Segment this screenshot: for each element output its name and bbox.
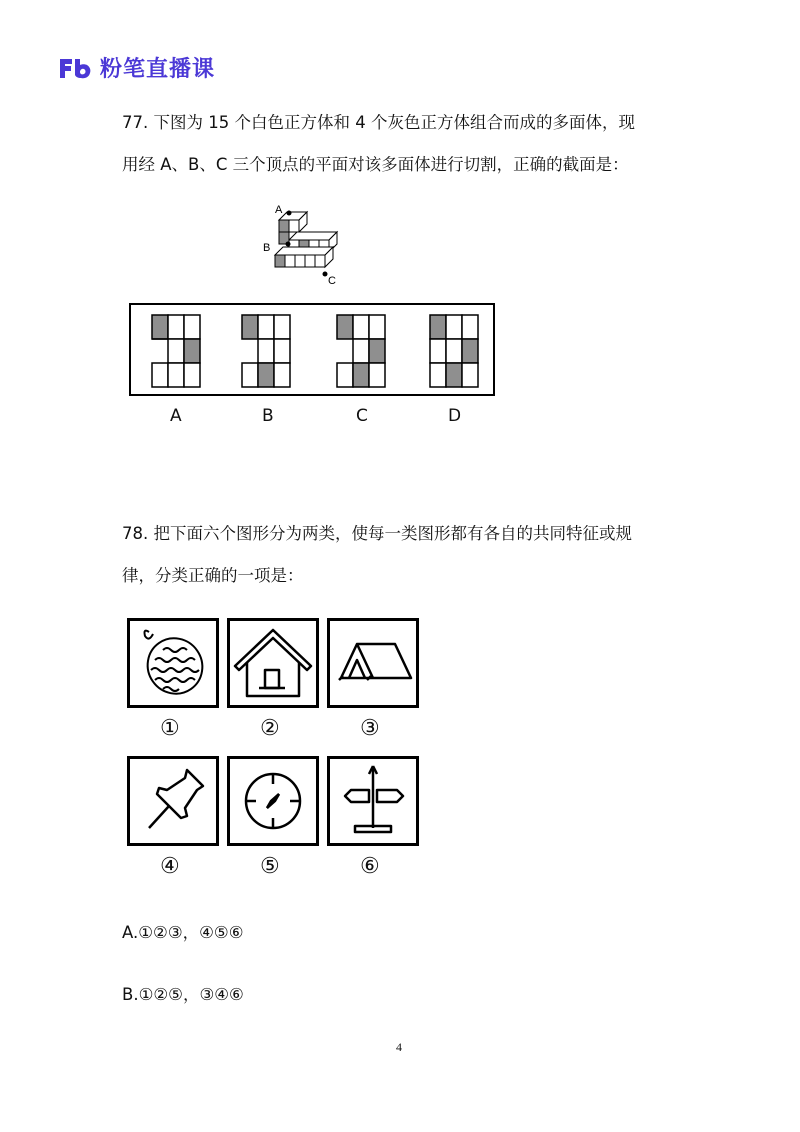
cube-face-gray bbox=[279, 220, 289, 232]
figure-label-3: ③ bbox=[360, 716, 380, 741]
compass-icon bbox=[246, 774, 300, 828]
figure-label-4: ④ bbox=[160, 854, 180, 879]
q77-text-line1: 77. 下图为 15 个白色正方体和 4 个灰色正方体组合而成的多面体，现 bbox=[122, 113, 635, 132]
cube-face bbox=[315, 255, 325, 267]
option-b-figure bbox=[242, 315, 290, 387]
cube-face bbox=[285, 255, 295, 267]
q78-answer-a[interactable]: A.①②③，④⑤⑥ bbox=[122, 923, 244, 942]
figure-4 bbox=[127, 756, 219, 846]
page-number: 4 bbox=[396, 1040, 402, 1054]
option-d-figure bbox=[430, 315, 478, 387]
cube-face bbox=[289, 220, 299, 232]
figure-1 bbox=[127, 618, 219, 708]
cube-face bbox=[295, 255, 305, 267]
vertex-label-c: C bbox=[328, 275, 336, 287]
figure-3 bbox=[327, 618, 419, 708]
figure-label-2: ② bbox=[260, 716, 280, 741]
vertex-c-dot bbox=[323, 272, 328, 277]
logo-text: 粉笔直播课 bbox=[100, 57, 216, 82]
option-a-figure bbox=[152, 315, 200, 387]
vertex-b-dot bbox=[286, 242, 291, 247]
q77-options-figures bbox=[129, 303, 495, 396]
vertex-label-b: B bbox=[263, 242, 271, 254]
figure-2 bbox=[227, 618, 319, 708]
figure-6 bbox=[327, 756, 419, 846]
brand-logo bbox=[58, 52, 215, 83]
q78-answer-b[interactable]: B.①②⑤，③④⑥ bbox=[122, 985, 244, 1004]
option-label-d: D bbox=[448, 406, 462, 426]
figure-label-5: ⑤ bbox=[260, 854, 280, 879]
figure-label-6: ⑥ bbox=[360, 854, 380, 879]
option-label-c: C bbox=[356, 406, 368, 426]
fenbi-logo-icon bbox=[58, 56, 92, 80]
option-label-b: B bbox=[262, 406, 274, 426]
option-label-a: A bbox=[170, 406, 182, 426]
vertex-a-dot bbox=[287, 211, 292, 216]
cube-face bbox=[305, 255, 315, 267]
q78-text-line1: 78. 把下面六个图形分为两类，使每一类图形都有各自的共同特征或规 bbox=[122, 524, 632, 543]
option-c-figure bbox=[337, 315, 385, 387]
cube-face-gray bbox=[275, 255, 285, 267]
figure-5 bbox=[227, 756, 319, 846]
cube-face bbox=[275, 247, 333, 255]
figure-label-1: ① bbox=[160, 716, 180, 741]
vertex-label-a: A bbox=[275, 204, 283, 216]
q78-text-line2: 律，分类正确的一项是： bbox=[122, 566, 304, 585]
q77-text-line2: 用经 A、B、C 三个顶点的平面对该多面体进行切割，正确的截面是： bbox=[122, 155, 629, 174]
q77-cube-figure bbox=[255, 195, 355, 290]
